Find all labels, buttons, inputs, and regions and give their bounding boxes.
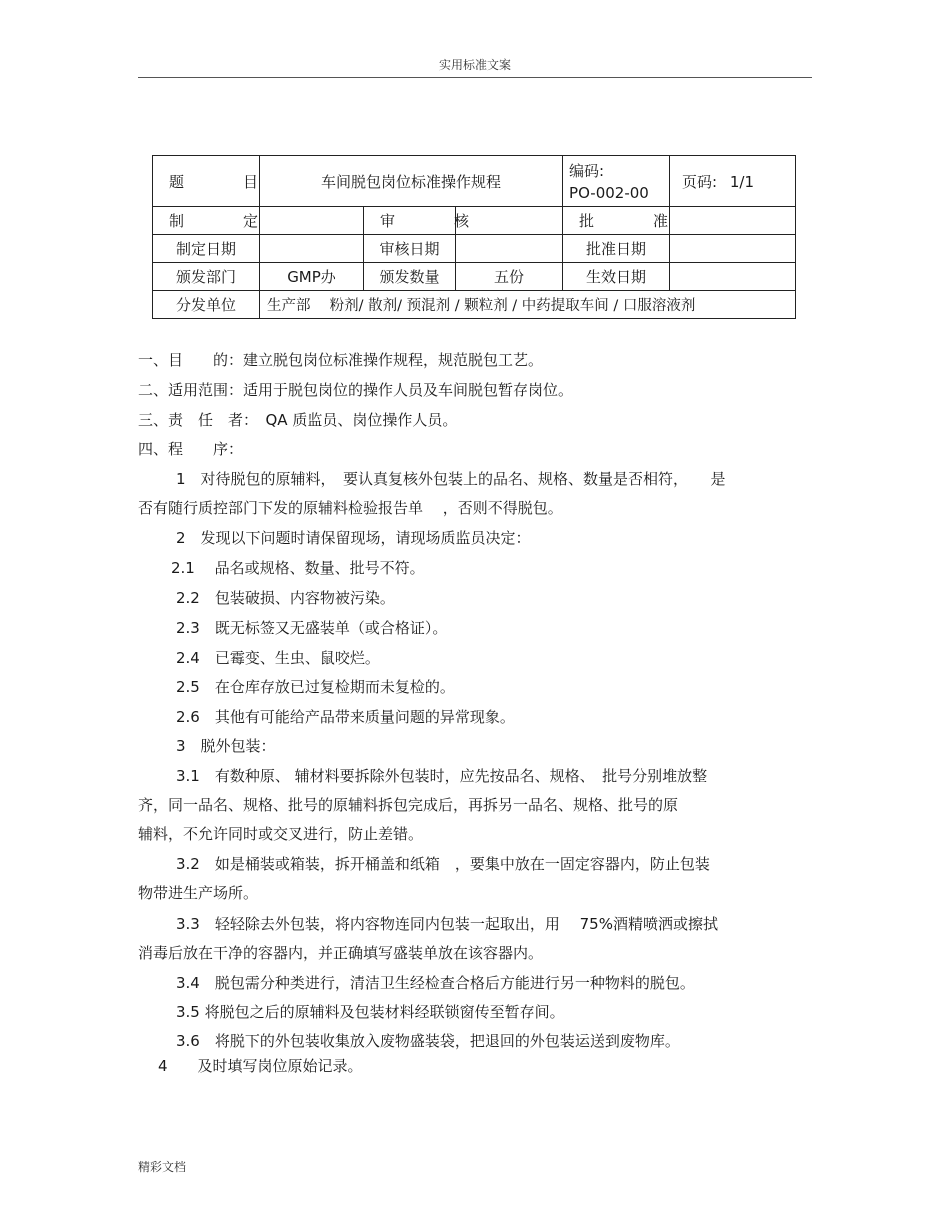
- step-2-2: 2.2 包装破损、内容物被污染。: [176, 589, 395, 607]
- step-3-2-line-2: 物带进生产场所。: [138, 884, 259, 902]
- review-date-value: [456, 235, 563, 263]
- step-3-4: 3.4 脱包需分种类进行，清洁卫生经检查合格后方能进行另一种物料的脱包。: [176, 974, 695, 992]
- approve-date-label: 批准日期: [563, 235, 670, 263]
- approve-date-value: [670, 235, 796, 263]
- step-2: 2 发现以下问题时请保留现场，请现场质监员决定：: [176, 529, 531, 547]
- issue-qty-value: 五份: [456, 263, 563, 291]
- issue-dept-label: 颁发部门: [153, 263, 260, 291]
- step-2-6: 2.6 其他有可能给产品带来质量问题的异常现象。: [176, 708, 515, 726]
- section-responsible: 三、责 任 者： QA 质监员、岗位操作人员。: [138, 411, 458, 429]
- subject-label: 题 目: [153, 156, 260, 207]
- dist-value: 生产部 粉剂/ 散剂/ 预混剂 / 颗粒剂 / 中药提取车间 / 口服溶液剂: [260, 291, 796, 319]
- header-divider: [138, 77, 812, 78]
- page-header-title: 实用标准文案: [438, 58, 511, 72]
- step-3-5: 3.5 将脱包之后的原辅料及包装材料经联锁窗传至暂存间。: [176, 1003, 565, 1021]
- step-3-1-line-1: 3.1 有数种原、 辅材料要拆除外包装时，应先按品名、规格、 批号分别堆放整: [176, 767, 708, 785]
- step-3: 3 脱外包装：: [176, 737, 276, 755]
- step-3-3-line-1: 3.3 轻轻除去外包装，将内容物连同内包装一起取出，用 75%酒精喷洒或擦拭: [176, 915, 718, 933]
- table-row-dates: [153, 235, 796, 263]
- section-procedure: 四、程 序：: [138, 440, 244, 458]
- table-row-title: [153, 156, 796, 207]
- page-cell: [670, 156, 796, 207]
- step-3-6: 3.6 将脱下的外包装收集放入废物盛装袋，把退回的外包装运送到废物库。: [176, 1032, 680, 1050]
- step-3-3-line-2: 消毒后放在干净的容器内，并正确填写盛装单放在该容器内。: [138, 944, 544, 962]
- page-value: 1/1: [729, 172, 755, 191]
- issue-dept-value: GMP办: [260, 263, 364, 291]
- code-value: PO-002-00: [569, 184, 649, 202]
- step-4: 4 及时填写岗位原始记录。: [158, 1057, 363, 1075]
- page-footer: 精彩文档: [138, 1160, 187, 1174]
- table-row-issue: [153, 263, 796, 291]
- step-3-2-line-1: 3.2 如是桶装或箱装，拆开桶盖和纸箱 ，要集中放在一固定容器内，防止包装: [176, 855, 710, 873]
- review-date-label: 审核日期: [364, 235, 456, 263]
- review-label: 审 核: [364, 207, 456, 235]
- effective-date-value: [670, 263, 796, 291]
- step-3-1-line-2: 齐，同一品名、规格、批号的原辅料拆包完成后，再拆另一品名、规格、批号的原: [138, 796, 679, 814]
- table-row-signatures: [153, 207, 796, 235]
- step-2-5: 2.5 在仓库存放已过复检期而未复检的。: [176, 678, 455, 696]
- made-by-label: 制 定: [153, 207, 260, 235]
- made-date-label: 制定日期: [153, 235, 260, 263]
- table-row-distribution: [153, 291, 796, 319]
- step-2-3: 2.3 既无标签又无盛装单（或合格证）。: [176, 619, 448, 637]
- issue-qty-label: 颁发数量: [364, 263, 456, 291]
- section-scope: 二、适用范围：适用于脱包岗位的操作人员及车间脱包暂存岗位。: [138, 381, 574, 399]
- made-date-value: [260, 235, 364, 263]
- approve-label: 批 准: [563, 207, 670, 235]
- step-2-4: 2.4 已霉变、生虫、鼠咬烂。: [176, 649, 380, 667]
- step-1-line-2: 否有随行质控部门下发的原辅料检验报告单 ，否则不得脱包。: [138, 499, 563, 517]
- dist-label: 分发单位: [153, 291, 260, 319]
- code-cell: [563, 156, 670, 207]
- subject-value: 车间脱包岗位标准操作规程: [260, 156, 563, 207]
- code-label: 编码:: [569, 162, 605, 180]
- step-2-1: 2.1 品名或规格、数量、批号不符。: [171, 559, 425, 577]
- step-1-line-1: 1 对待脱包的原辅料， 要认真复核外包装上的品名、规格、数量是否相符， 是: [176, 470, 726, 488]
- section-purpose: 一、目 的：建立脱包岗位标准操作规程，规范脱包工艺。: [138, 351, 544, 369]
- page-label: 页码:: [682, 172, 718, 191]
- document-info-table: [152, 155, 796, 319]
- step-3-1-line-3: 辅料，不允许同时或交叉进行，防止差错。: [138, 825, 424, 843]
- effective-date-label: 生效日期: [563, 263, 670, 291]
